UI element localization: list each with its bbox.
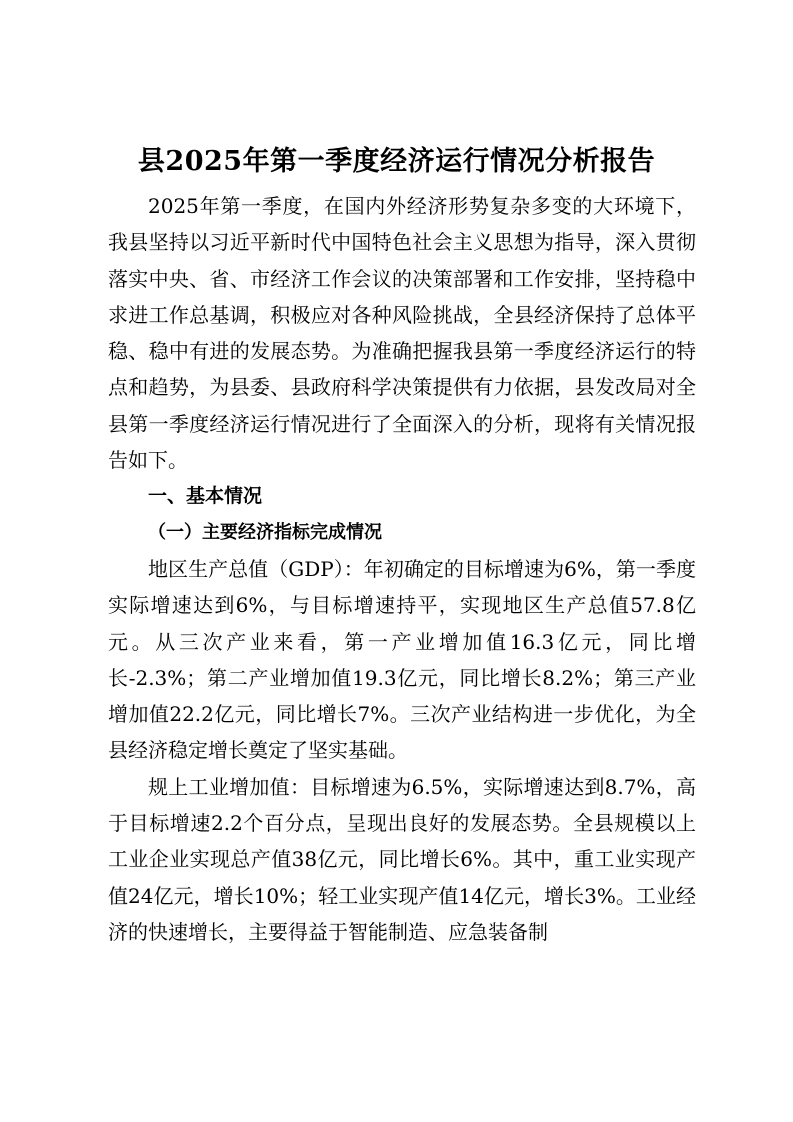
gdp-paragraph: 地区生产总值（GDP）：年初确定的目标增速为6%，第一季度实际增速达到6%，与目标增速持平，实现地区生产总值57.8亿元。从三次产业来看，第一产业增加值16.3亿元，同比增长-2.3%；第二产业增加值19.3亿元，同比增长8.2%；第三产业增加值22.2亿元，同比增长7%。三次产业结构进一步优化，为全县经济稳定增长奠定了坚实基础。 bbox=[108, 556, 696, 763]
document-title: 县2025年第一季度经济运行情况分析报告 bbox=[137, 146, 656, 177]
intro-paragraph: 2025年第一季度，在国内外经济形势复杂多变的大环境下，我县坚持以习近平新时代中国特色社会主义思想为指导，深入贯彻落实中央、省、市经济工作会议的决策部署和工作安排，坚持稳中求进工作总基调，积极应对各种风险挑战，全县经济保持了总体平稳、稳中有进的发展态势。为准确把握我县第一季度经济运行的特点和趋势，为县委、县政府科学决策提供有力依据，县发改局对全县第一季度经济运行情况进行了全面深入的分析，现将有关情况报告如下。 bbox=[108, 194, 696, 473]
section-heading-basic-situation: 一、基本情况 bbox=[148, 485, 263, 508]
industry-paragraph: 规上工业增加值：目标增速为6.5%，实际增速达到8.7%，高于目标增速2.2个百分点，呈现出良好的发展态势。全县规模以上工业企业实现总产值38亿元，同比增长6%。其中，重工业实现产值24亿元，增长10%；轻工业实现产值14亿元，增长3%。工业经济的快速增长，主要得益于智能制造、应急装备制 bbox=[108, 774, 696, 944]
document-body bbox=[108, 188, 696, 950]
subsection-heading-main-indicators: （一）主要经济指标完成情况 bbox=[148, 521, 382, 543]
